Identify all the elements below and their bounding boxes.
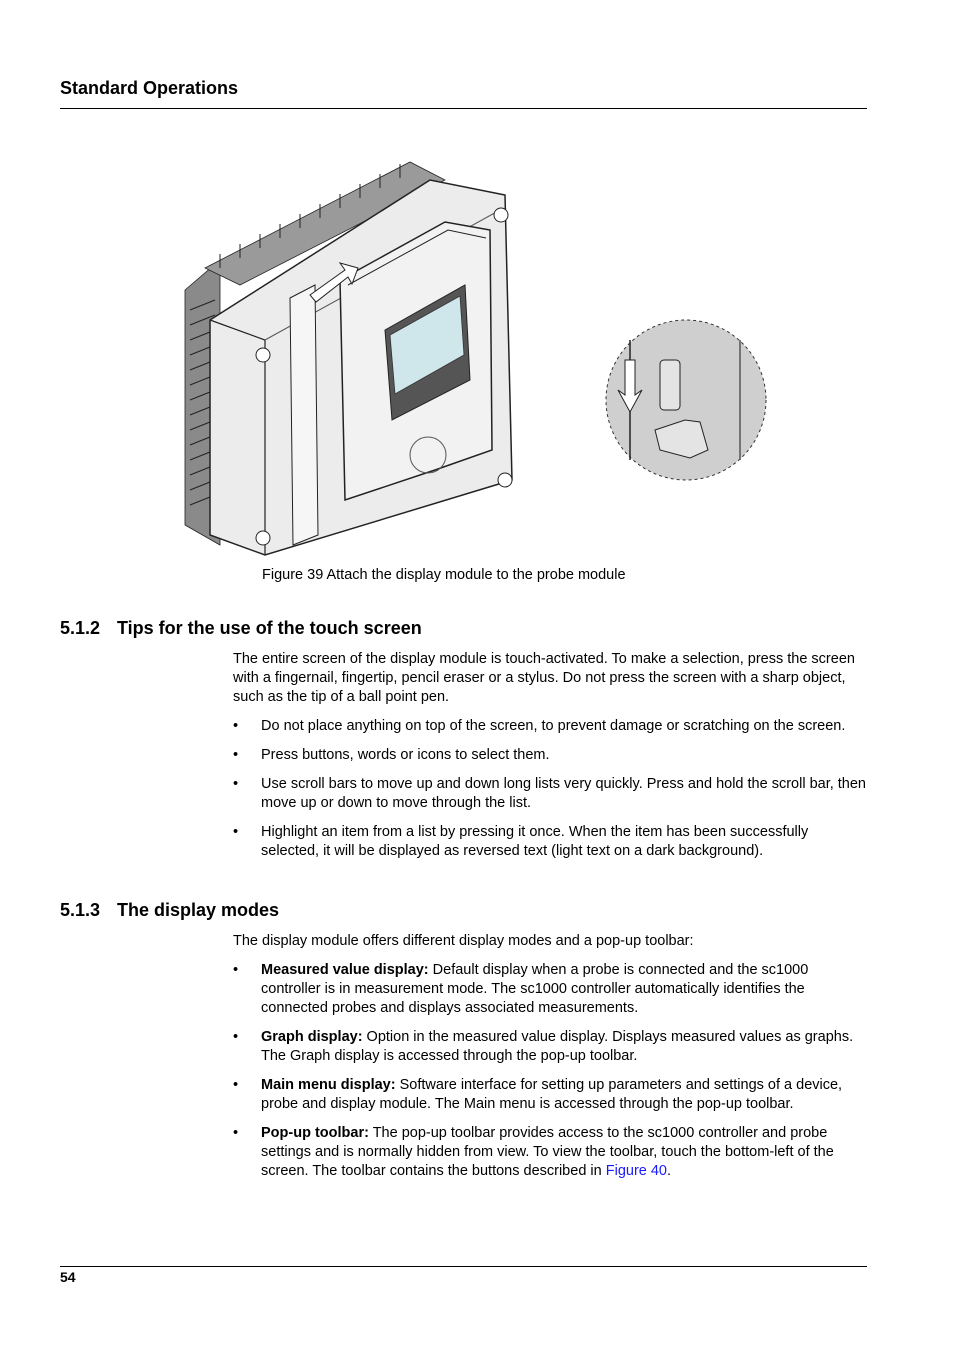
list-item	[233, 717, 867, 736]
section-heading-5-1-3	[60, 900, 279, 921]
bullet-glyph: •	[233, 1029, 239, 1045]
description: The pop-up toolbar provides access to the sc1000 controller and probe settings and is normally hidden from view. To view the toolbar, touch the bottom-left of the screen. The toolbar contains the buttons described in	[261, 1125, 834, 1179]
bullet-glyph: •	[233, 824, 239, 840]
list-item	[233, 775, 867, 813]
term: Main menu display:	[261, 1077, 396, 1093]
bullet-glyph: •	[233, 747, 239, 763]
list-item	[233, 1028, 867, 1066]
list-item-text: Highlight an item from a list by pressing it once. When the item has been successfully selected, it will be displayed as reversed text (light text on a dark background).	[261, 824, 809, 859]
bullet-glyph: •	[233, 1077, 239, 1093]
section-number: 5.1.3	[60, 900, 101, 920]
list-item	[233, 746, 867, 765]
description: Default display when a probe is connected and the sc1000 controller is in measurement mode. The sc1000 controller automatically identifies the connected probes and displays associated measurements.	[261, 962, 809, 1016]
bullet-glyph: •	[233, 962, 239, 978]
list-item	[233, 1124, 867, 1181]
list-item	[233, 1076, 867, 1114]
bullet-glyph: •	[233, 1125, 239, 1141]
hook-detail-callout	[606, 320, 766, 480]
list-item-text: Press buttons, words or icons to select them.	[261, 747, 550, 763]
section-5-1-3-body	[233, 932, 867, 1181]
running-header: Standard Operations	[60, 78, 239, 98]
paragraph: The display module offers different display modes and a pop-up toolbar:	[233, 933, 694, 949]
description: Software interface for setting up parameters and settings of a device, probe and display module. The Main menu is accessed through the pop-up toolbar.	[261, 1077, 843, 1112]
description-tail: .	[667, 1163, 672, 1179]
figure-caption: Figure 39 Attach the display module to the probe module	[262, 567, 626, 583]
section-5-1-2-body	[233, 650, 867, 861]
display-modes-list	[233, 961, 867, 1181]
tips-list	[233, 717, 867, 861]
list-item-text: Use scroll bars to move up and down long lists very quickly. Press and hold the scroll bar, then move up or down to move through the list.	[261, 776, 866, 811]
display-module-illustration	[160, 150, 780, 565]
term: Measured value display:	[261, 962, 429, 978]
bullet-glyph: •	[233, 718, 239, 734]
section-heading-5-1-2	[60, 618, 422, 639]
section-title: The display modes	[117, 900, 280, 920]
list-item	[233, 823, 867, 861]
header-rule	[60, 108, 867, 109]
section-number: 5.1.2	[60, 618, 101, 638]
list-item-text: Do not place anything on top of the screen, to prevent damage or scratching on the screen.	[261, 718, 846, 734]
page-number: 54	[60, 1269, 76, 1285]
figure-39	[160, 150, 780, 565]
term: Graph display:	[261, 1029, 363, 1045]
list-item	[233, 961, 867, 1018]
footer-rule	[60, 1266, 867, 1267]
term: Pop-up toolbar:	[261, 1125, 369, 1141]
section-title: Tips for the use of the touch screen	[117, 618, 422, 638]
description: Option in the measured value display. Displays measured values as graphs. The Graph display is accessed through the pop-up toolbar.	[261, 1029, 854, 1064]
figure-40-link[interactable]: Figure 40	[605, 1163, 667, 1179]
bullet-glyph: •	[233, 776, 239, 792]
paragraph: The entire screen of the display module is touch-activated. To make a selection, press the screen with a fingernail, fingertip, pencil eraser or a stylus. Do not press the screen with a sharp object, such as the tip of a ball point pen.	[233, 651, 855, 705]
